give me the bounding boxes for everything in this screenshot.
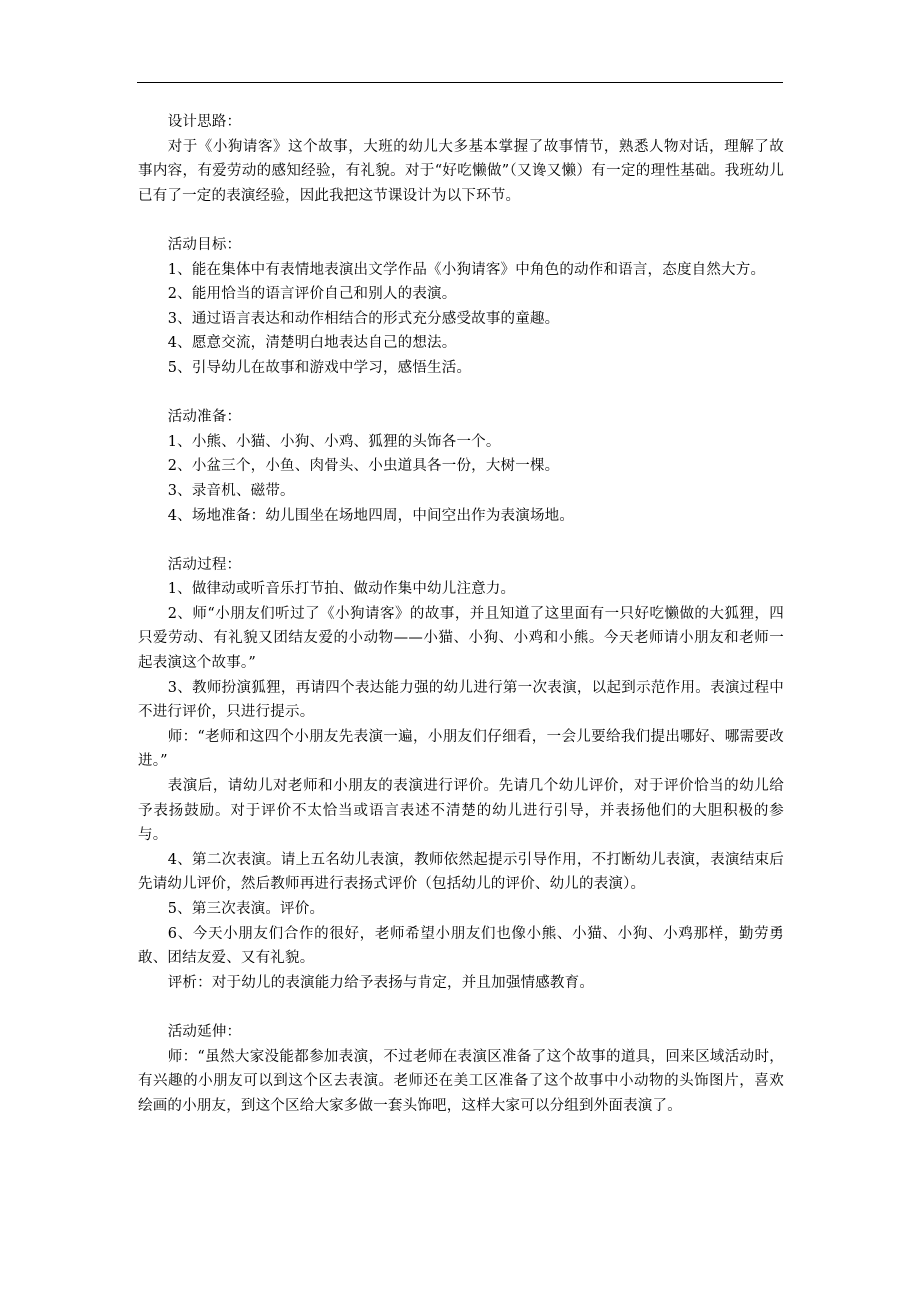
process-item: 师：“老师和这四个小朋友先表演一遍，小朋友们仔细看，一会儿要给我们提出哪好、哪需要改进。”: [138, 728, 784, 770]
prep-item: 3、录音机、磁带。: [167, 482, 295, 499]
process-item: 3、教师扮演狐狸，再请四个表达能力强的幼儿进行第一次表演，以起到示范作用。表演过程中不进行评价，只进行提示。: [138, 679, 784, 721]
header-rule: [137, 82, 783, 83]
process-item: 1、做律动或听音乐打节拍、做动作集中幼儿注意力。: [167, 581, 516, 598]
process-item: 5、第三次表演。评价。: [167, 901, 325, 917]
section-design-thoughts: [138, 110, 784, 208]
section-activity-prep: [138, 405, 784, 528]
document-body: [138, 110, 784, 1118]
goal-item: 4、愿意交流，清楚明白地表达自己的想法。: [167, 335, 457, 352]
process-item: 评析：对于幼儿的表演能力给予表扬与肯定，并且加强情感教育。: [167, 974, 595, 991]
process-item: 4、第二次表演。请上五名幼儿表演，教师依然起提示引导作用，不打断幼儿表演，表演结束后先请幼儿评价，然后教师再进行表扬式评价（包括幼儿的评价、幼儿的表演）。: [138, 851, 784, 893]
design-paragraph: 对于《小狗请客》这个故事，大班的幼儿大多基本掌握了故事情节，熟悉人物对话，理解了故事内容，有爱劳动的感知经验，有礼貌。对于“好吃懒做”（又谗又懒）有一定的理性基础。我班幼儿已有了一定的表演经验，因此我把这节课设计为以下环节。: [138, 138, 784, 204]
section-heading-design: 设计思路：: [167, 114, 242, 130]
section-heading-process: 活动过程：: [167, 556, 242, 573]
section-heading-prep: 活动准备：: [167, 409, 242, 426]
section-activity-extension: [138, 1020, 784, 1118]
section-heading-goals: 活动目标：: [167, 236, 242, 253]
goal-item: 5、引导幼儿在故事和游戏中学习，感悟生活。: [167, 359, 472, 376]
section-activity-process: [138, 553, 784, 996]
section-activity-goals: [138, 233, 784, 381]
goal-item: 2、能用恰当的语言评价自己和别人的表演。: [167, 286, 457, 303]
section-heading-extension: 活动延伸：: [167, 1023, 242, 1040]
goal-item: 3、通过语言表达和动作相结合的形式充分感受故事的童趣。: [167, 310, 560, 327]
extension-paragraph: 师：“虽然大家没能都参加表演，不过老师在表演区准备了这个故事的道具，回来区域活动时，有兴趣的小朋友可以到这个区去表演。老师还在美工区准备了这个故事中小动物的头饰图片，喜欢绘画的小朋友，到这个区给大家多做一套头饰吧，这样大家可以分组到外面表演了。: [138, 1048, 784, 1114]
prep-item: 1、小熊、小猫、小狗、小鸡、狐狸的头饰各一个。: [167, 433, 501, 450]
goal-item: 1、能在集体中有表情地表演出文学作品《小狗请客》中角色的动作和语言，态度自然大方。: [167, 261, 766, 278]
process-item: 2、师“小朋友们听过了《小狗请客》的故事，并且知道了这里面有一只好吃懒做的大狐狸，四只爱劳动、有礼貌又团结友爱的小动物——小猫、小狗、小鸡和小熊。今天老师请小朋友和老师一起表演这个故事。”: [138, 605, 784, 672]
prep-item: 2、小盆三个，小鱼、肉骨头、小虫道具各一份，大树一棵。: [167, 458, 560, 475]
process-item: 表演后，请幼儿对老师和小朋友的表演进行评价。先请几个幼儿评价，对于评价恰当的幼儿给予表扬鼓励。对于评价不太恰当或语言表述不清楚的幼儿进行引导，并表扬他们的大胆积极的参与。: [138, 778, 784, 844]
prep-item: 4、场地准备：幼儿围坐在场地四周，中间空出作为表演场地。: [167, 507, 575, 524]
process-item: 6、今天小朋友们合作的很好，老师希望小朋友们也像小熊、小猫、小狗、小鸡那样，勤劳勇敢、团结友爱、又有礼貌。: [138, 925, 784, 967]
